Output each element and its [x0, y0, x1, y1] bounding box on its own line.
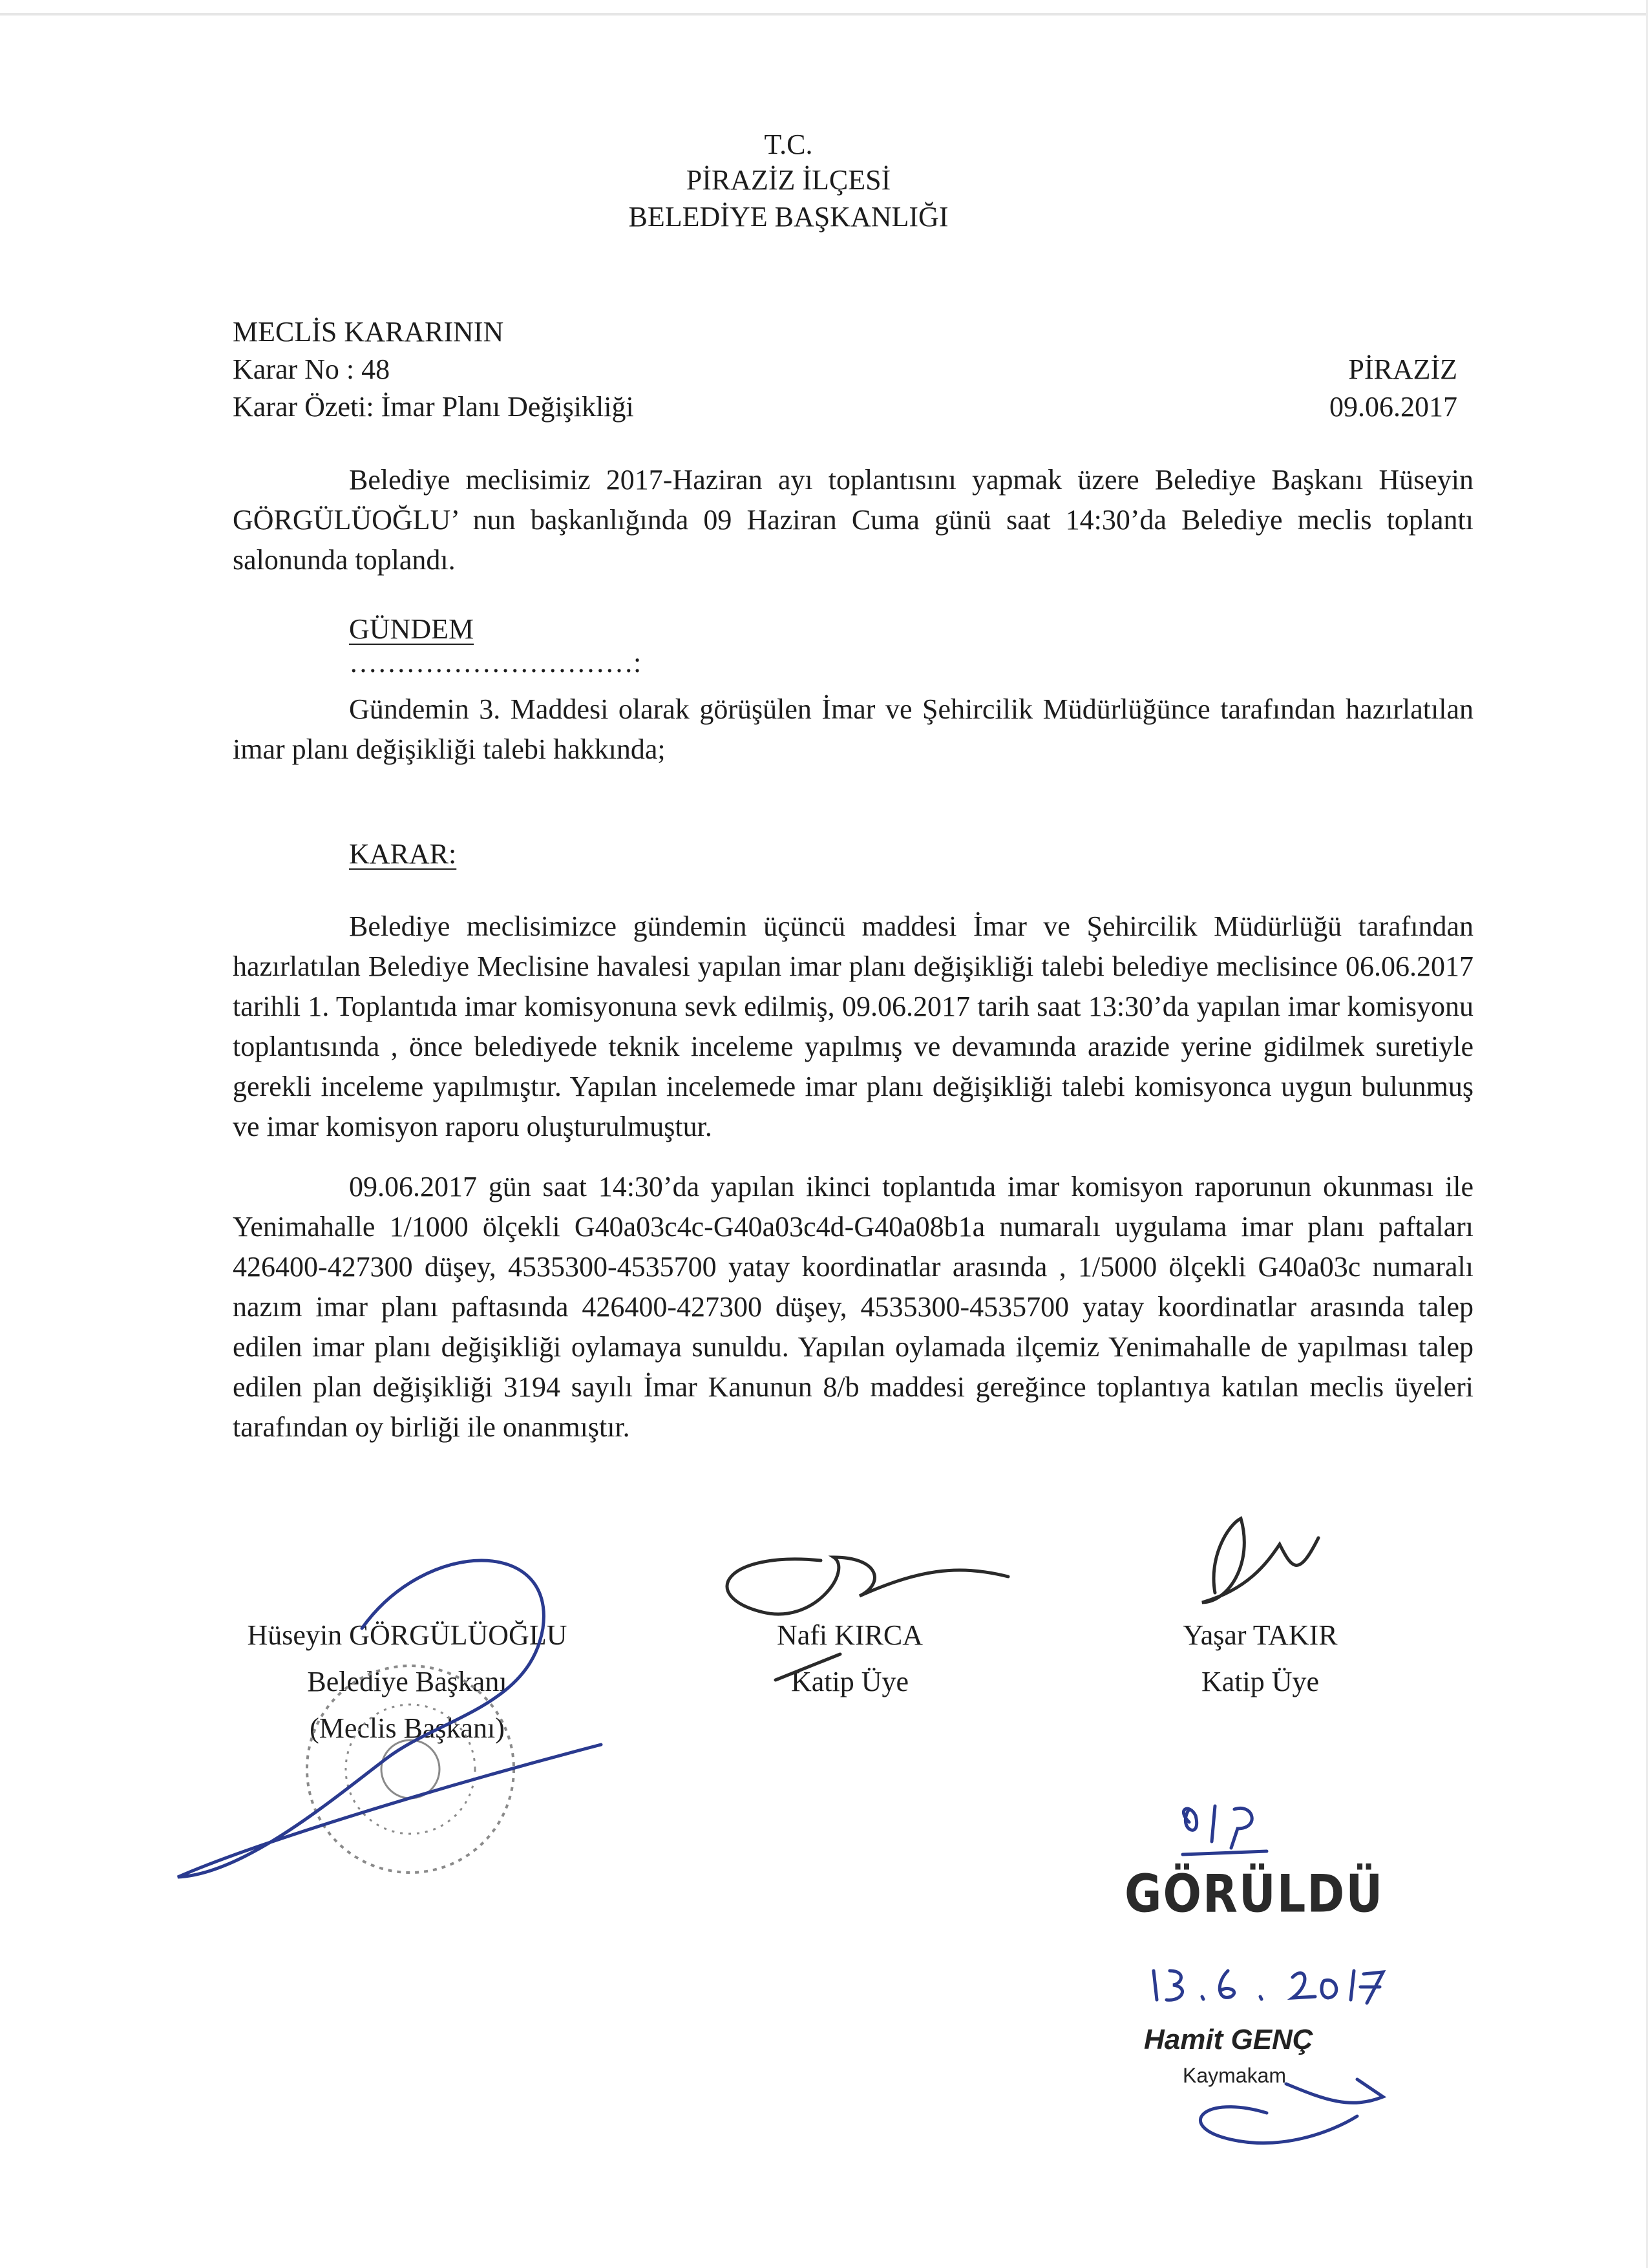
signer-extra: (Meclis Başkanı)	[310, 1712, 505, 1744]
decision-heading: KARAR:	[349, 838, 457, 870]
official-title: Kaymakam	[1183, 2064, 1287, 2087]
agenda-text: Gündemin 3. Maddesi olarak görüşülen İmar ve Şehircilik Müdürlüğünce tarafından hazırlatılan imar planı değişikliği talebi hakkında;	[233, 693, 1474, 765]
signer-title: Katip Üye	[1201, 1666, 1320, 1697]
signer-name: Hüseyin GÖRGÜLÜOĞLU	[247, 1619, 567, 1651]
decision-place: PİRAZİZ	[1348, 353, 1457, 385]
agenda-dots: …………………………:	[349, 647, 642, 678]
agenda-heading: GÜNDEM	[349, 613, 474, 645]
clerk-1-signature	[727, 1557, 1008, 1680]
decision-text-2: 09.06.2017 gün saat 14:30’da yapılan ikinci toplantıda imar komisyon raporunun okunması ile Yenimahalle 1/1000 ölçekli G40a03c4c-G40a03c4d-G40a08b1a numaralı uygulama imar planı paftaları 426400-427300 düşey, 4535300-4535700 yatay koordinatlar arasında , 1/5000 ölçekli G40a03c numaralı nazım imar planı paftasında 426400-427300 düşey, 4535300-4535700 yatay koordinatlar arasında talep edilen imar planı değişikliği oylamaya sunuldu. Yapılan oylamada ilçemiz Yenimahalle de yapılması talep edilen plan değişikliği 3194 sayılı İmar Kanunun 8/b maddesi gereğince toplantıya katılan meclis üyeleri tarafından oy birliği ile onanmıştır.	[233, 1171, 1474, 1443]
header-district: PİRAZİZ İLÇESİ	[686, 164, 891, 196]
kaymakam-signature	[1200, 2079, 1383, 2143]
decision-summary: Karar Özeti: İmar Planı Değişikliği	[233, 391, 634, 423]
municipal-seal	[307, 1666, 514, 1873]
signer-title: Katip Üye	[790, 1666, 909, 1697]
mayor-signature	[178, 1560, 601, 1877]
header-tc: T.C.	[764, 129, 813, 160]
header-municipality: BELEDİYE BAŞKANLIĞI	[628, 201, 949, 233]
decision-date: 09.06.2017	[1329, 391, 1457, 423]
clerk-2-signature	[1202, 1518, 1318, 1602]
stamp-date-handwritten	[1154, 1971, 1383, 2003]
intro-text: Belediye meclisimiz 2017-Haziran ayı toplantısını yapmak üzere Belediye Başkanı Hüseyin GÖRGÜLÜOĞLU’ nun başkanlığında 09 Haziran Cuma günü saat 14:30’da Belediye meclis toplantı salonunda toplandı.	[233, 464, 1474, 576]
decision-text-1: Belediye meclisimizce gündemin üçüncü maddesi İmar ve Şehircilik Müdürlüğü tarafından hazırlatılan Belediye Meclisine havalesi yapılan imar planı değişikliği talebi belediye meclisince 06.06.2017 tarihli 1. Toplantıda imar komisyonuna sevk edilmiş, 09.06.2017 tarih saat 13:30’da yapılan imar komisyonu toplantısında , önce belediyede teknik inceleme yapılmış ve devamında arazide yerine gidilmek suretiyle gerekli inceleme yapılmıştır. Yapılan incelemede imar planı değişikliği talebi komisyonca uygun bulunmuş ve imar komisyon raporu oluşturulmuştur.	[233, 910, 1474, 1142]
decision-title: MECLİS KARARININ	[233, 316, 504, 348]
signer-title: Belediye Başkanı	[307, 1666, 507, 1697]
signer-name: Yaşar TAKIR	[1183, 1619, 1338, 1651]
official-name: Hamit GENÇ	[1144, 2024, 1313, 2055]
stamp-number-handwritten	[1183, 1806, 1267, 1854]
signer-name: Nafi KIRCA	[776, 1619, 924, 1651]
decision-number: Karar No : 48	[233, 353, 390, 385]
seen-stamp-text: GÖRÜLDÜ	[1125, 1863, 1384, 1925]
